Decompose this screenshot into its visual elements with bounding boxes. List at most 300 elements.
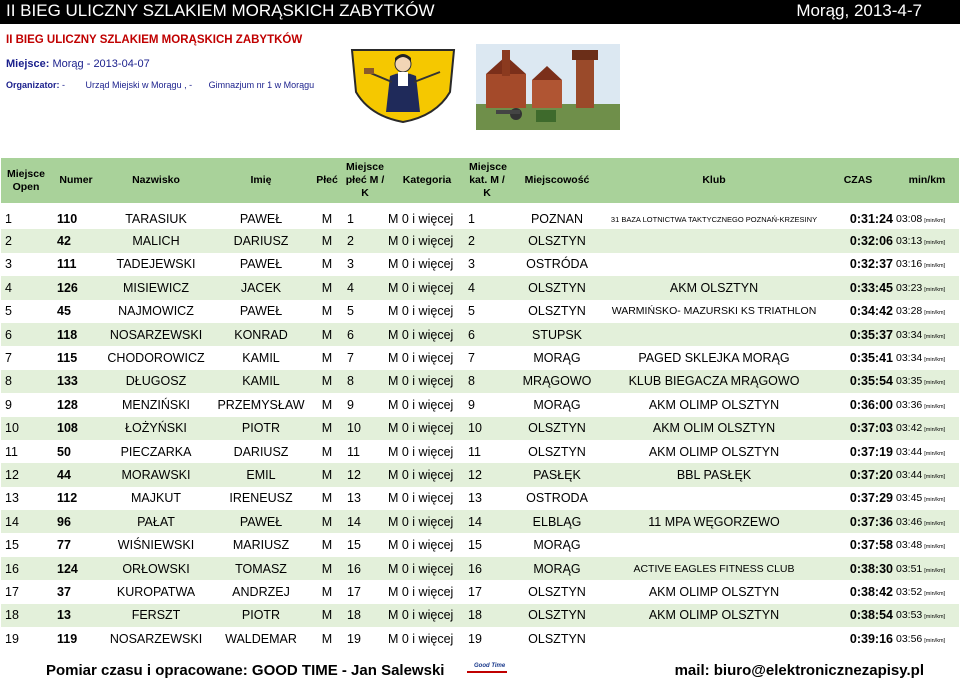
pace-value: 03:44 [896, 468, 923, 481]
cell-category: M 0 i więcej [388, 257, 454, 272]
cell-last-name: TADEJEWSKI [116, 257, 196, 272]
table-row[interactable] [1, 557, 959, 580]
cell-category: M 0 i więcej [387, 557, 467, 580]
cell-time: 0:38:54 [821, 604, 895, 627]
title-bar [0, 0, 960, 24]
cell-sex: M [311, 276, 343, 299]
cell-first-name: PAWEŁ [239, 212, 283, 227]
cell-category: M 0 i więcej [387, 323, 467, 346]
cell-city: ELBLĄG [507, 510, 607, 533]
cell-time: 0:37:19 [849, 444, 893, 459]
pace-unit: [min/km] [924, 473, 946, 480]
cell-pace [895, 346, 959, 369]
cell-first-name: PAWEŁ [239, 257, 283, 272]
cell-number: 133 [51, 370, 101, 393]
cell-first-name: PRZEMYSŁAW [217, 397, 305, 412]
cell-pace [895, 370, 959, 393]
organizer-item: - [62, 80, 66, 90]
pace-value: 03:13 [896, 235, 923, 248]
cell-last-name: ORŁOWSKI [101, 557, 211, 580]
cell-sex-place: 6 [343, 323, 387, 346]
cell-pace [895, 253, 959, 276]
table-row[interactable] [1, 276, 959, 299]
cell-pace [895, 206, 959, 229]
pace-unit: [min/km] [924, 333, 946, 340]
cell-sex-place: 19 [347, 631, 361, 646]
cell-category-place: 6 [467, 323, 507, 346]
cell-city: MORĄG [533, 397, 581, 412]
cell-city: OLSZTYN [528, 304, 586, 319]
cell-club: AKM OLSZTYN [607, 276, 821, 299]
table-row[interactable] [1, 533, 959, 556]
cell-open-place: 18 [1, 604, 51, 627]
cell-pace [895, 229, 959, 252]
cell-sex-place: 8 [343, 370, 387, 393]
cell-sex: M [321, 584, 333, 599]
pace-unit: [min/km] [924, 590, 946, 597]
good-time-logo-underline [467, 671, 507, 673]
cell-number: 44 [51, 463, 101, 486]
cell-category: M 0 i więcej [387, 463, 467, 486]
cell-category-place: 9 [468, 397, 475, 412]
cell-city: MORĄG [533, 351, 581, 366]
cell-first-name: DARIUSZ [233, 444, 289, 459]
cell-club: AKM OLIMP OLSZTYN [648, 397, 780, 412]
organizer-item: Gimnazjum nr 1 w Morągu [208, 80, 315, 90]
pace-value: 03:56 [896, 632, 923, 645]
cell-number: 50 [57, 444, 71, 459]
cell-sex: M [321, 304, 333, 319]
coat-of-arms-logo [346, 42, 460, 124]
cell-category-place: 4 [467, 276, 507, 299]
cell-category-place: 19 [468, 631, 482, 646]
cell-last-name: TARASIUK [125, 212, 187, 227]
footer-contact-email[interactable]: mail: biuro@elektronicznezapisy.pl [674, 662, 924, 679]
cell-time: 0:36:00 [849, 397, 893, 412]
cell-sex-place: 18 [343, 604, 387, 627]
cell-sex: M [311, 510, 343, 533]
cell-category: M 0 i więcej [388, 351, 454, 366]
cell-city: OLSZTYN [507, 417, 607, 440]
cell-category-place: 1 [468, 212, 475, 227]
pace-unit: [min/km] [924, 218, 946, 225]
cell-sex-place: 13 [347, 491, 361, 506]
cell-open-place: 13 [5, 491, 19, 506]
cell-city: MORĄG [507, 557, 607, 580]
cell-sex-place: 17 [347, 584, 361, 599]
cell-number: 108 [51, 417, 101, 440]
cell-open-place: 9 [5, 397, 12, 412]
cell-category: M 0 i więcej [388, 491, 454, 506]
cell-club [607, 323, 821, 346]
pace-value: 03:51 [896, 562, 923, 575]
cell-first-name: JACEK [211, 276, 311, 299]
cell-city: OLSZTYN [507, 276, 607, 299]
cell-category-place: 14 [467, 510, 507, 533]
table-row[interactable] [1, 440, 959, 463]
cell-pace [895, 323, 959, 346]
table-row[interactable] [1, 346, 959, 369]
table-row[interactable] [1, 487, 959, 510]
table-row[interactable] [1, 627, 959, 650]
cell-city: OLSZTYN [528, 444, 586, 459]
pace-unit: [min/km] [924, 263, 946, 270]
cell-city: STUPSK [507, 323, 607, 346]
pace-unit: [min/km] [924, 403, 946, 410]
cell-pace [895, 463, 959, 486]
cell-sex: M [311, 463, 343, 486]
cell-last-name: MORAWSKI [101, 463, 211, 486]
cell-first-name: KAMIL [242, 351, 280, 366]
pace-value: 03:53 [896, 609, 923, 622]
cell-category: M 0 i więcej [387, 370, 467, 393]
col-header-first-name[interactable]: Imię [211, 158, 311, 206]
pace-unit: [min/km] [924, 567, 946, 574]
cell-sex: M [311, 370, 343, 393]
cell-first-name: IRENEUSZ [229, 491, 293, 506]
cell-city: OLSZTYN [507, 229, 607, 252]
col-header-open-place[interactable]: Miejsce Open [1, 158, 51, 206]
col-header-category[interactable]: Kategoria [387, 158, 467, 206]
cell-open-place: 4 [1, 276, 51, 299]
cell-pace [895, 557, 959, 580]
pace-unit: [min/km] [924, 637, 946, 644]
col-header-sex[interactable]: Płeć [311, 158, 343, 206]
cell-club: BBL PASŁĘK [607, 463, 821, 486]
cell-club: AKM OLIMP OLSZTYN [607, 604, 821, 627]
cell-category: M 0 i więcej [387, 604, 467, 627]
cell-first-name: DARIUSZ [211, 229, 311, 252]
cell-number: 77 [57, 538, 71, 553]
cell-open-place: 19 [5, 631, 19, 646]
cell-category-place: 10 [467, 417, 507, 440]
cell-number: 128 [57, 397, 78, 412]
cell-last-name: WIŚNIEWSKI [117, 538, 195, 553]
cell-city: OLSZTYN [528, 584, 586, 599]
cell-city: MRĄGOWO [507, 370, 607, 393]
cell-sex: M [321, 444, 333, 459]
pace-unit: [min/km] [924, 286, 946, 293]
cell-first-name: PIOTR [211, 417, 311, 440]
cell-number: 124 [51, 557, 101, 580]
cell-last-name: PIECZARKA [120, 444, 192, 459]
pace-value: 03:48 [896, 539, 923, 552]
table-row[interactable] [1, 604, 959, 627]
cell-time: 0:35:41 [849, 351, 893, 366]
cell-pace [895, 487, 959, 510]
cell-first-name: MARIUSZ [232, 538, 290, 553]
cell-number: 112 [57, 491, 78, 506]
footer-timing-credit: Pomiar czasu i opracowane: GOOD TIME - Jan Salewski [46, 662, 445, 679]
pace-unit: [min/km] [924, 357, 946, 364]
col-header-pace[interactable]: min/km [895, 158, 959, 206]
cell-first-name: WALDEMAR [225, 631, 297, 646]
col-header-number[interactable]: Numer [51, 158, 101, 206]
col-header-category-place[interactable]: Miejsce kat. M / K [467, 158, 507, 206]
cell-last-name: CHODOROWICZ [107, 351, 205, 366]
cell-category: M 0 i więcej [387, 417, 467, 440]
cell-last-name: MAJKUT [131, 491, 181, 506]
page-title: II BIEG ULICZNY SZLAKIEM MORĄSKICH ZABYTKÓW [6, 1, 435, 20]
pace-unit: [min/km] [924, 427, 946, 434]
cell-sex-place: 12 [343, 463, 387, 486]
cell-sex-place: 5 [347, 304, 354, 319]
cell-number: 42 [51, 229, 101, 252]
cell-sex-place: 14 [343, 510, 387, 533]
cell-sex: M [321, 397, 333, 412]
cell-category-place: 12 [467, 463, 507, 486]
good-time-logo: Good Time [474, 663, 506, 669]
cell-time: 0:32:37 [849, 257, 893, 272]
cell-number: 110 [57, 212, 78, 227]
cell-sex: M [321, 631, 333, 646]
cell-category-place: 11 [468, 444, 481, 459]
organizer-item: Urząd Miejski w Morągu , - [85, 80, 193, 90]
cell-sex-place: 15 [347, 538, 361, 553]
cell-city: POZNAN [530, 212, 584, 227]
cell-time: 0:34:42 [849, 304, 893, 319]
table-row[interactable] [1, 253, 959, 276]
pace-value: 03:52 [896, 585, 923, 598]
cell-club [607, 253, 821, 276]
cell-time: 0:38:30 [821, 557, 895, 580]
cell-category-place: 3 [468, 257, 475, 272]
organizer-label: Organizator: [6, 80, 60, 90]
pace-value: 03:08 [896, 213, 923, 226]
cell-pace [895, 580, 959, 603]
cell-sex-place: 11 [347, 444, 360, 459]
cell-club: 11 MPA WĘGORZEWO [607, 510, 821, 533]
cell-category-place: 13 [468, 491, 482, 506]
pace-unit: [min/km] [924, 240, 946, 247]
cell-city: OLSZTYN [528, 631, 586, 646]
cell-last-name: MALICH [101, 229, 211, 252]
cell-sex: M [311, 417, 343, 440]
cell-category-place: 5 [468, 304, 475, 319]
pace-unit: [min/km] [924, 520, 946, 527]
cell-open-place: 10 [1, 417, 51, 440]
cell-pace [895, 627, 959, 650]
table-header-row [1, 158, 959, 206]
cell-pace [895, 276, 959, 299]
cell-time: 0:37:58 [849, 538, 893, 553]
cell-time: 0:35:54 [821, 370, 895, 393]
cell-city: PASŁĘK [507, 463, 607, 486]
cell-club [607, 627, 821, 650]
cell-category-place: 16 [467, 557, 507, 580]
cell-club [607, 229, 821, 252]
pace-value: 03:35 [896, 375, 923, 388]
cell-sex: M [321, 212, 333, 227]
pace-value: 03:45 [896, 492, 923, 505]
cell-club: AKM OLIM OLSZTYN [607, 417, 821, 440]
cell-last-name: KUROPATWA [116, 584, 196, 599]
town-photo [476, 44, 620, 130]
pace-value: 03:34 [896, 328, 923, 341]
cell-open-place: 12 [1, 463, 51, 486]
cell-last-name: ŁOŻYŃSKI [101, 417, 211, 440]
cell-category: M 0 i więcej [388, 584, 454, 599]
pace-value: 03:42 [896, 422, 923, 435]
pace-unit: [min/km] [924, 380, 946, 387]
cell-first-name: KAMIL [211, 370, 311, 393]
col-header-city[interactable]: Miejscowość [507, 158, 607, 206]
cell-category-place: 2 [467, 229, 507, 252]
cell-time: 0:31:24 [849, 212, 893, 227]
cell-category: M 0 i więcej [387, 276, 467, 299]
pace-unit: [min/km] [924, 544, 946, 551]
table-row[interactable] [1, 510, 959, 533]
table-row[interactable] [1, 463, 959, 486]
cell-first-name: PAWEŁ [239, 304, 283, 319]
col-header-sex-place[interactable]: Miejsce płeć M / K [343, 158, 387, 206]
cell-last-name: NOSARZEWSKI [109, 631, 203, 646]
cell-last-name: PAŁAT [101, 510, 211, 533]
event-place [6, 58, 150, 70]
cell-open-place: 17 [5, 584, 19, 599]
cell-city: MORĄG [533, 538, 581, 553]
cell-number: 119 [57, 631, 78, 646]
cell-category-place: 15 [468, 538, 482, 553]
cell-number: 45 [57, 304, 71, 319]
cell-club: AKM OLIMP OLSZTYN [648, 584, 780, 599]
pace-unit: [min/km] [924, 497, 946, 504]
cell-sex: M [321, 491, 333, 506]
pace-unit: [min/km] [924, 450, 946, 457]
cell-club: WARMIŃSKO- MAZURSKI KS TRIATHLON [611, 305, 817, 318]
cell-open-place: 16 [1, 557, 51, 580]
cell-category: M 0 i więcej [387, 510, 467, 533]
cell-club: ACTIVE EAGLES FITNESS CLUB [607, 557, 821, 580]
results-table [1, 158, 959, 650]
cell-number: 126 [51, 276, 101, 299]
cell-number: 111 [57, 257, 77, 272]
cell-open-place: 3 [5, 257, 12, 272]
cell-sex-place: 9 [347, 397, 354, 412]
table-row[interactable] [1, 580, 959, 603]
cell-time: 0:33:45 [821, 276, 895, 299]
cell-club [607, 533, 821, 556]
cell-number: 37 [57, 584, 71, 599]
col-header-time[interactable]: CZAS [821, 158, 895, 206]
cell-category-place: 17 [468, 584, 482, 599]
col-header-club[interactable]: Klub [607, 158, 821, 206]
cell-open-place: 11 [5, 444, 18, 459]
pace-value: 03:28 [896, 305, 923, 318]
cell-first-name: PIOTR [211, 604, 311, 627]
cell-open-place: 5 [5, 304, 12, 319]
cell-category: M 0 i więcej [388, 397, 454, 412]
cell-open-place: 14 [1, 510, 51, 533]
cell-sex-place: 1 [347, 212, 354, 227]
cell-open-place: 7 [5, 351, 12, 366]
cell-pace [895, 510, 959, 533]
cell-last-name: NOSARZEWSKI [101, 323, 211, 346]
cell-open-place: 6 [1, 323, 51, 346]
place-label: Miejsce: [6, 58, 50, 70]
cell-number: 96 [51, 510, 101, 533]
cell-time: 0:37:29 [849, 491, 893, 506]
table-row[interactable] [1, 229, 959, 252]
cell-category-place: 8 [467, 370, 507, 393]
cell-club: KLUB BIEGACZA MRĄGOWO [607, 370, 821, 393]
cell-city: OSTRODA [526, 491, 588, 506]
cell-time: 0:38:42 [849, 584, 893, 599]
event-subtitle: II BIEG ULICZNY SZLAKIEM MORĄSKICH ZABYTKÓW [6, 34, 303, 46]
cell-pace [895, 417, 959, 440]
cell-city: OSTRÓDA [526, 257, 588, 272]
cell-club: PAGED SKLEJKA MORĄG [638, 351, 790, 366]
cell-club: 31 BAZA LOTNICTWA TAKTYCZNEGO POZNAŃ-KRZESINY [610, 214, 818, 224]
cell-pace [895, 533, 959, 556]
table-row[interactable] [1, 323, 959, 346]
table-row[interactable] [1, 393, 959, 416]
cell-time: 0:37:36 [821, 510, 895, 533]
cell-number: 118 [51, 323, 101, 346]
col-header-last-name[interactable]: Nazwisko [101, 158, 211, 206]
pace-value: 03:23 [896, 281, 923, 294]
cell-category: M 0 i więcej [388, 538, 454, 553]
cell-sex-place: 4 [343, 276, 387, 299]
table-row[interactable] [1, 300, 959, 323]
cell-sex-place: 2 [343, 229, 387, 252]
cell-category-place: 18 [467, 604, 507, 627]
cell-last-name: DŁUGOSZ [101, 370, 211, 393]
cell-first-name: TOMASZ [211, 557, 311, 580]
cell-first-name: KONRAD [211, 323, 311, 346]
cell-sex-place: 3 [347, 257, 354, 272]
cell-last-name: FERSZT [101, 604, 211, 627]
cell-first-name: EMIL [211, 463, 311, 486]
cell-sex: M [311, 229, 343, 252]
cell-pace [895, 604, 959, 627]
place-value: Morąg - 2013-04-07 [52, 58, 150, 70]
pace-value: 03:34 [896, 352, 923, 365]
pace-value: 03:36 [896, 398, 923, 411]
pace-value: 03:44 [896, 445, 923, 458]
cell-sex: M [321, 257, 333, 272]
cell-sex-place: 7 [347, 351, 354, 366]
cell-category: M 0 i więcej [388, 212, 454, 227]
cell-club: AKM OLIMP OLSZTYN [648, 444, 780, 459]
cell-first-name: PAWEŁ [211, 510, 311, 533]
cell-sex: M [311, 323, 343, 346]
cell-time: 0:37:03 [821, 417, 895, 440]
cell-category: M 0 i więcej [388, 631, 454, 646]
cell-category: M 0 i więcej [387, 229, 467, 252]
cell-time: 0:37:20 [821, 463, 895, 486]
cell-last-name: MENZIŃSKI [121, 397, 191, 412]
table-row[interactable] [1, 206, 959, 229]
cell-number: 13 [51, 604, 101, 627]
cell-city: OLSZTYN [507, 604, 607, 627]
cell-sex: M [321, 351, 333, 366]
table-row[interactable] [1, 417, 959, 440]
table-row[interactable] [1, 370, 959, 393]
cell-sex-place: 16 [343, 557, 387, 580]
cell-club [607, 487, 821, 510]
cell-time: 0:39:16 [849, 631, 893, 646]
cell-sex: M [311, 604, 343, 627]
cell-pace [895, 440, 959, 463]
cell-time: 0:32:06 [821, 229, 895, 252]
cell-pace [895, 393, 959, 416]
event-date: Morąg, 2013-4-7 [796, 1, 922, 20]
cell-last-name: MISIEWICZ [101, 276, 211, 299]
cell-sex-place: 10 [343, 417, 387, 440]
cell-category-place: 7 [468, 351, 475, 366]
organizer-line [6, 80, 318, 90]
